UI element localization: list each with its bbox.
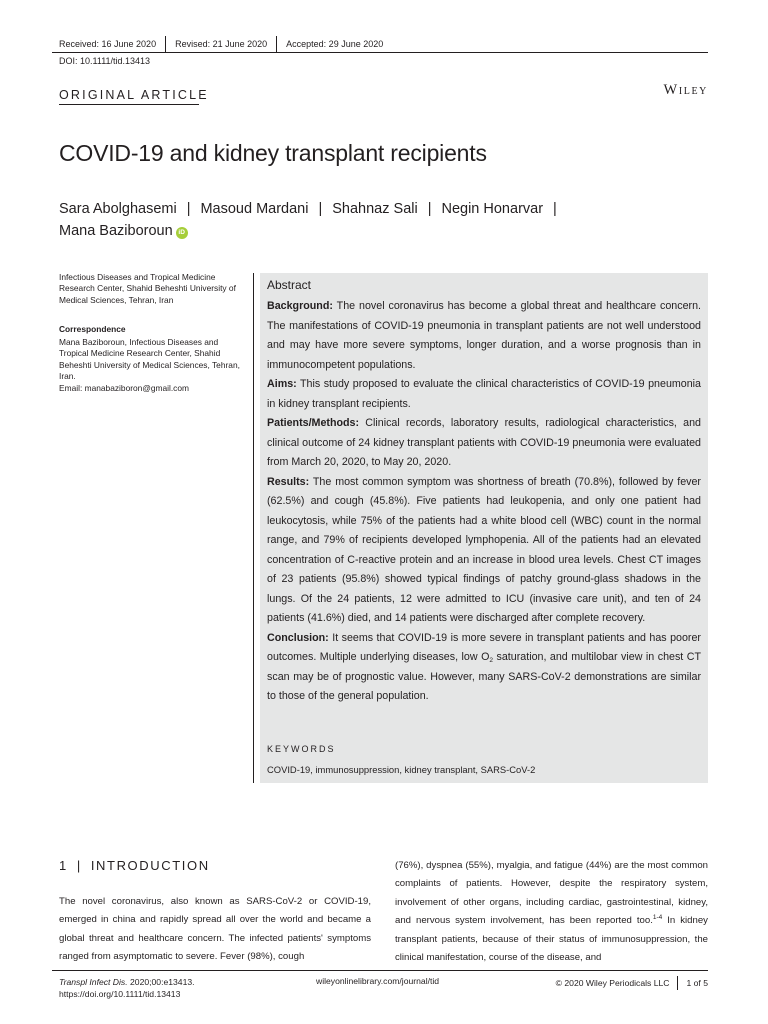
conclusion-label: Conclusion: xyxy=(267,631,329,644)
methods-label: Patients/Methods: xyxy=(267,417,360,429)
article-title: COVID-19 and kidney transplant recipients xyxy=(59,140,487,166)
header-rule xyxy=(52,52,708,53)
methods-text: Clinical records, laboratory results, radiological characteristics, and clinical outcome of 24 kidney transplant patients with COVID-19 pneumonia were evaluated from March 20, 2020, to May 20, 2020. xyxy=(267,417,701,468)
divider xyxy=(276,36,277,52)
received-date: Received: 16 June 2020 xyxy=(59,39,157,49)
author-separator: | xyxy=(553,201,557,217)
footer-citation xyxy=(59,976,195,1000)
author-name[interactable]: Masoud Mardani xyxy=(200,201,309,217)
reference-citation[interactable]: 1-4 xyxy=(652,914,663,922)
results-label: Results: xyxy=(267,475,310,488)
revised-date: Revised: 21 June 2020 xyxy=(175,39,268,49)
author-separator: | xyxy=(427,201,432,217)
keywords-heading: KEYWORDS xyxy=(267,744,336,754)
aims-text: This study proposed to evaluate the clinical characteristics of COVID-19 pneumonia in kidney transplant recipients. xyxy=(267,378,701,410)
author-list xyxy=(59,198,619,242)
affiliation: Infectious Diseases and Tropical Medicine Research Center, Shahid Beheshti University of Medical Sciences, Tehran, Iran xyxy=(59,272,236,305)
author-name[interactable]: Mana Baziboroun xyxy=(59,223,173,239)
section-number: 1 xyxy=(59,858,68,873)
article-type: ORIGINAL ARTICLE xyxy=(59,88,209,102)
section-separator: | xyxy=(76,858,82,873)
section-heading-introduction xyxy=(59,858,210,873)
page-number: 1 of 5 xyxy=(686,978,708,988)
abstract-left-rule xyxy=(253,273,254,783)
citation-info: 2020;00:e13413. xyxy=(127,977,195,987)
introduction-column-1: The novel coronavirus, also known as SARS-CoV-2 or COVID-19, emerged in china and rapidly spread all over the world and became a global threat and healthcare concern. The infected patients' symptoms ranged from asymptomatic to severe. Fever (98%), cough xyxy=(59,896,371,963)
abstract-heading: Abstract xyxy=(267,278,312,292)
footer-doi-link[interactable]: https://doi.org/10.1111/tid.13413 xyxy=(59,989,181,999)
author-separator: | xyxy=(318,201,323,217)
conclusion-text-cont: saturation, and multilobar view in chest CT scan may be of prognostic value. However, many SARS-CoV-2 demonstrations are similar to those of the general population. xyxy=(267,651,702,702)
conclusion-text: It seems that COVID-19 is more severe in transplant patients and has poorer outcomes. Multiple underlying diseases, low O xyxy=(267,631,701,663)
divider xyxy=(165,36,166,52)
introduction-column-2 xyxy=(395,857,708,967)
abstract-conclusion xyxy=(267,629,701,707)
correspondence-details xyxy=(59,337,249,394)
background-text: The novel coronavirus has become a global threat and healthcare concern. The manifestations of COVID-19 pneumonia in transplant patients are not well understood and may have more severe symptoms, longer duration, and a worse prognosis than in immunocompetent populations. xyxy=(267,300,702,371)
author-name[interactable]: Sara Abolghasemi xyxy=(59,201,177,217)
keywords-list: COVID-19, immunosuppression, kidney transplant, SARS-CoV-2 xyxy=(267,764,536,775)
correspondence-address: Mana Baziboroun, Infectious Diseases and Tropical Medicine Research Center, Shahid Beheshti University of Medical Sciences, Tehran, Iran. xyxy=(59,337,240,382)
correspondence-heading: Correspondence xyxy=(59,324,126,334)
author-name[interactable]: Shahnaz Sali xyxy=(332,201,418,217)
accepted-date: Accepted: 29 June 2020 xyxy=(286,39,384,49)
journal-website-link[interactable]: wileyonlinelibrary.com/journal/tid xyxy=(316,976,440,986)
abstract-aims xyxy=(267,375,701,414)
doi[interactable]: DOI: 10.1111/tid.13413 xyxy=(59,56,151,66)
orcid-icon[interactable]: iD xyxy=(176,227,188,239)
divider xyxy=(677,976,678,990)
footer-right xyxy=(556,976,708,990)
abstract-body xyxy=(267,297,701,707)
subscript: 2 xyxy=(489,657,494,664)
publication-dates xyxy=(59,36,383,52)
intro-text: (76%), dyspnea (55%), myalgia, and fatigue (44%) are the most common complaints of patients. However, despite the respiratory system, involvement of other organs, including cardiac, gastrointestinal, kidney, and nervous system involvement, has been reported too. xyxy=(395,860,708,927)
aims-label: Aims: xyxy=(267,378,297,390)
author-separator: | xyxy=(186,201,191,217)
copyright: © 2020 Wiley Periodicals LLC xyxy=(555,978,670,988)
journal-abbrev: Transpl Infect Dis. xyxy=(59,977,128,987)
background-label: Background: xyxy=(267,300,333,312)
abstract-background xyxy=(267,297,701,375)
article-type-underline xyxy=(59,104,199,105)
section-title: INTRODUCTION xyxy=(90,858,210,873)
results-text: The most common symptom was shortness of breath (70.8%), followed by fever (62.5%) and cough (45.8%). Five patients had leukopenia, and only one patient had leukocytosis, while 75% of the patients had a white blood cell (WBC) count in the normal range, and 79% of recipients developed lymphopenia. All of the patients had an elevated concentration of C-reactive protein and an increase in blood urea levels. Chest CT images of 23 patients (95.8%) showed typical findings of patchy ground-glass shadows in the lungs. Of the 24 patients, 12 were admitted to ICU (invasive care unit), and ten of 24 patients (41.6%) died, and 14 patients were discharged after complete recovery. xyxy=(267,475,701,624)
publisher-logo[interactable]: Wiley xyxy=(663,82,708,98)
abstract-results xyxy=(267,473,701,629)
footer-rule xyxy=(52,970,708,971)
author-name[interactable]: Negin Honarvar xyxy=(441,201,544,217)
abstract-methods xyxy=(267,414,701,473)
correspondence-email[interactable]: Email: manabaziboron@gmail.com xyxy=(59,382,189,393)
intro-text-cont: In kidney transplant patients, because of their status of immunosuppression, the clinical manifestation, course of the disease, and xyxy=(395,915,708,964)
